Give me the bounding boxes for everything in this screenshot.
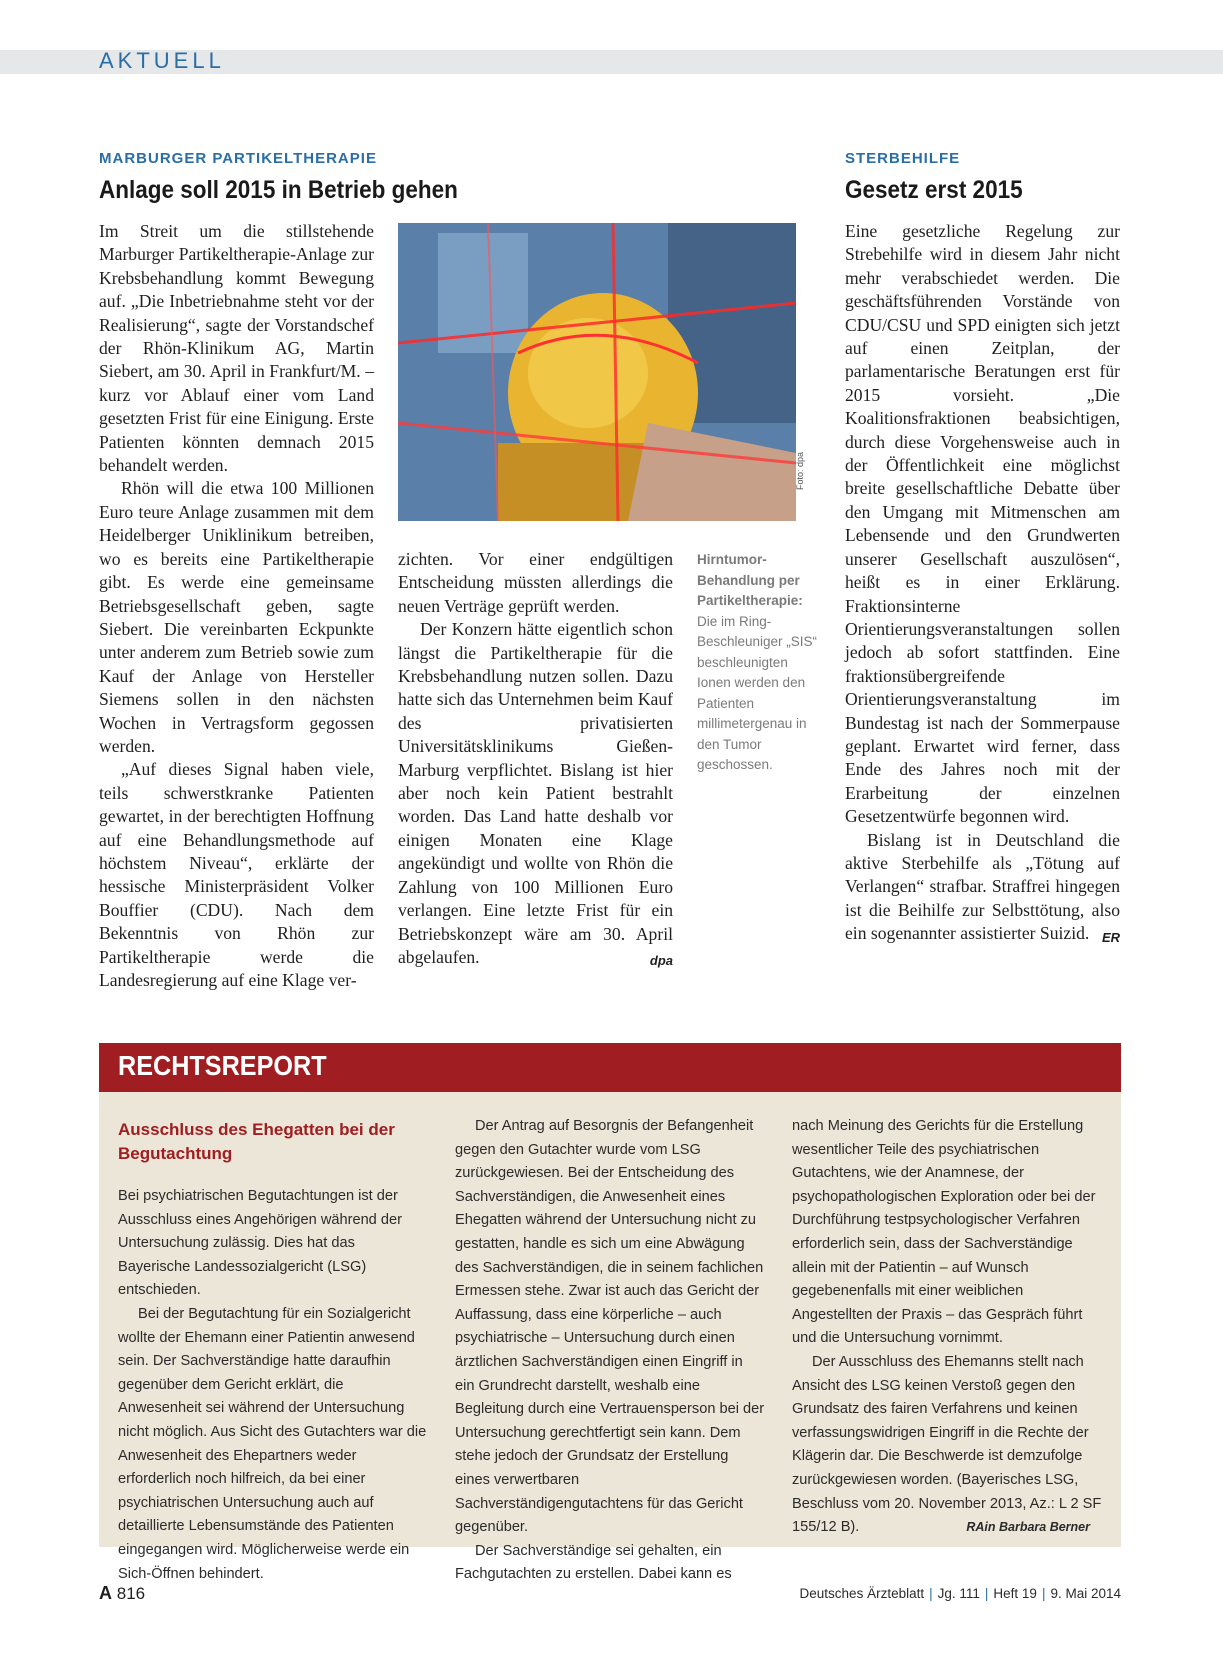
footer-info	[800, 1586, 1121, 1601]
paragraph: nach Meinung des Gerichts für die Erstellung wesentlicher Teile des psychiatrischen Gutachtens, wie der Anamnese, der psychopathologischen Exploration oder bei der Durchführung testpsychologischer Verfahren erforderlich sein, dass der Sachverständige allein mit der Patientin – auf Wunsch gegebenenfalls mit einer weiblichen Angestellten der Praxis – das Gespräch führt und die Untersuchung vornimmt.	[792, 1118, 1096, 1347]
article1-column-1	[99, 220, 374, 992]
article1-column-2	[398, 548, 673, 973]
page-number-value: 816	[116, 1584, 146, 1603]
paragraph: Rhön will die etwa 100 Millionen Euro teure Anlage zusammen mit dem Heidelberger Uniklinikum betreiben, wo es bereits eine Partikeltherapie gibt. Es werde eine gemeinsame Betriebsgesellschaft geben, sagte Siebert. Die vereinbarten Eckpunkte unter anderem zum Betrieb sowie zum Kauf der Anlage von Hersteller Siemens sollen in den nächsten Wochen in Vertragsform gegossen werden.	[99, 478, 374, 756]
rechtsreport-subtitle: Ausschluss des Ehegatten bei der Begutachtung	[118, 1120, 395, 1163]
paragraph: Der Konzern hätte eigentlich schon längst die Partikeltherapie für die Krebsbehandlung nutzen sollen. Dazu hatte sich das Unternehmen beim Kauf des privatisierten Universitätsklinikums Gießen-Marburg verpflichtet. Bislang ist hier aber noch kein Patient bestrahlt worden. Das Land hatte deshalb vor einigen Monaten eine Klage angekündigt und wollte von Rhön die Zahlung von 100 Millionen Euro verlangen. Eine letzte Frist für ein Betriebskonzept wäre am 30. April abgelaufen.	[398, 619, 673, 967]
volume: Jg. 111	[937, 1586, 980, 1601]
paragraph	[792, 1351, 1104, 1540]
article1-kicker: MARBURGER PARTIKELTHERAPIE	[99, 150, 377, 167]
article2-signature: ER	[1101, 929, 1120, 945]
separator: |	[1041, 1586, 1046, 1601]
paragraph: Eine gesetzliche Regelung zur Strebehilfe wird in diesem Jahr nicht mehr verabschiedet werden. Die geschäftsführenden Vorstände von CDU/CSU und SPD einigten sich jetzt auf einen Zeitplan, der parlamentarische Beratungen erst für 2015 vorsieht. „Die Koalitionsfraktionen beabsichtigen, durch diese Vorgehensweise auch in der Öffentlichkeit eine möglichst breite gesellschaftliche Debatte über den Umgang mit Mitmenschen am Lebensende und den Grundwerten unserer Gesellschaft auszulösen“, heißt es in einer Erklärung. Fraktionsinterne Orientierungsveranstaltungen sollen jedoch ab sofort stattfinden. Eine fraktionsübergreifende Orientierungsveranstaltung im Bundestag ist nach der Sommerpause geplant. Erwartet wird ferner, dass Ende des Jahres noch mit der Erarbeitung der einzelnen Gesetzentwürfe begonnen wird.	[845, 221, 1120, 827]
page-prefix: A	[99, 1583, 112, 1603]
caption-text: Die im Ring-Beschleuniger „SIS“ beschleunigten Ionen werden den Patienten millimetergenau in den Tumor geschossen.	[697, 613, 818, 772]
photo-illustration	[398, 223, 796, 521]
paragraph: Der Sachverständige sei gehalten, ein Fachgutachten zu erstellen. Dabei kann es	[455, 1542, 732, 1583]
paragraph: Im Streit um die stillstehende Marburger Partikeltherapie-Anlage zur Krebsbehandlung kommt Bewegung auf. „Die Inbetriebnahme steht vor der Realisierung“, sagte der Vorstandschef der Rhön-Klinikum AG, Martin Siebert, am 30. April in Frankfurt/M. – kurz vor Ablauf einer vom Land gesetzten Frist für eine Einigung. Erste Patienten könnten demnach 2015 behandelt werden.	[99, 221, 374, 476]
page-number	[99, 1583, 145, 1604]
report-signature: RAin Barbara Berner	[966, 1520, 1090, 1535]
separator: |	[929, 1586, 933, 1601]
photo-caption	[697, 550, 822, 776]
date: 9. Mai 2014	[1050, 1586, 1121, 1601]
report-column-1	[118, 1185, 428, 1586]
article1-title: Anlage soll 2015 in Betrieb gehen	[99, 176, 458, 204]
article2-title: Gesetz erst 2015	[845, 176, 1023, 204]
article1-signature: dpa	[649, 953, 673, 969]
paragraph: Bei der Begutachtung für ein Sozialgericht wollte der Ehemann einer Patientin anwesend sein. Der Sachverständige hatte daraufhin gegenüber dem Gericht erklärt, die Anwesenheit sei während der Untersuchung nicht möglich. Aus Sicht des Gutachters war die Anwesenheit des Ehepartners weder erforderlich noch hilfreich, da bei einer psychiatrischen Untersuchung auch auf detaillierte Lebensumstände des Patienten eingegangen wird. Möglicherweise werde ein Sich-Öffnen behindert.	[118, 1305, 427, 1582]
paragraph: Der Antrag auf Besorgnis der Befangenheit gegen den Gutachter wurde vom LSG zurückgewiesen. Bei der Entscheidung des Sachverständigen, die Anwesenheit eines Ehegatten während der Untersuchung nicht zu gestatten, handle es sich um eine Abwägung des Sachverständigen, die in seinem fachlichen Ermessen stehe. Zwar ist auch das Gericht der Auffassung, dass eine körperliche – auch psychiatrische – Untersuchung durch einen ärztlichen Sachverständigen einen Eingriff in ein Grundrecht darstellt, weshalb eine Begleitung durch eine Vertrauensperson bei der Untersuchung gerechtfertigt sein kann. Dem stehe jedoch der Grundsatz der Erstellung eines verwertbaren Sachverständigengutachtens für das Gericht gegenüber.	[455, 1118, 765, 1536]
photo-credit: Foto: dpa	[795, 451, 805, 490]
article1-photo	[398, 223, 796, 521]
separator: |	[984, 1586, 989, 1601]
article2-kicker: STERBEHILFE	[845, 150, 961, 167]
paragraph: Bislang ist in Deutschland die aktive Sterbehilfe als „Tötung auf Verlangen“ strafbar. Straffrei hingegen ist die Beihilfe zur Selbsttötung, also ein sogenannter assistierter Suizid.	[845, 829, 1120, 944]
report-column-2	[455, 1115, 765, 1587]
section-label: AKTUELL	[99, 48, 225, 73]
article2-column	[845, 220, 1120, 949]
report-column-3	[792, 1115, 1104, 1540]
paragraph: Bei psychiatrischen Begutachtungen ist der Ausschluss eines Angehörigen während der Untersuchung zulässig. Dies hat das Bayerische Landessozialgericht (LSG) entschieden.	[118, 1188, 402, 1299]
journal-name: Deutsches Ärzteblatt	[799, 1586, 925, 1601]
paragraph: „Auf dieses Signal haben viele, teils schwerstkranke Patienten gewartet, in der berechtigten Hoffnung auf eine Behandlungsmethode auf höchstem Niveau“, erklärte der hessische Ministerpräsident Volker Bouffier (CDU). Nach dem Bekenntnis von Rhön zur Partikeltherapie werde die Landesregierung auf eine Klage ver-	[99, 759, 374, 990]
issue: Heft 19	[993, 1586, 1037, 1601]
paragraph-text: Der Ausschluss des Ehemanns stellt nach Ansicht des LSG keinen Verstoß gegen den Grundsatz des fairen Verfahrens und keinen verfassungswidrigen Eingriff in die Rechte der Klägerin dar. Die Beschwerde ist demzufolge zurückgewiesen worden. (Bayerisches LSG, Beschluss vom 20. November 2013, Az.: L 2 SF 155/12 B).	[792, 1353, 1102, 1536]
rechtsreport-title: RECHTSREPORT	[118, 1050, 327, 1081]
paragraph: zichten. Vor einer endgültigen Entscheidung müssten allerdings die neuen Verträge geprüft werden.	[398, 549, 673, 616]
caption-heading: Hirntumor-Behandlung per Partikeltherapie:	[697, 552, 803, 608]
